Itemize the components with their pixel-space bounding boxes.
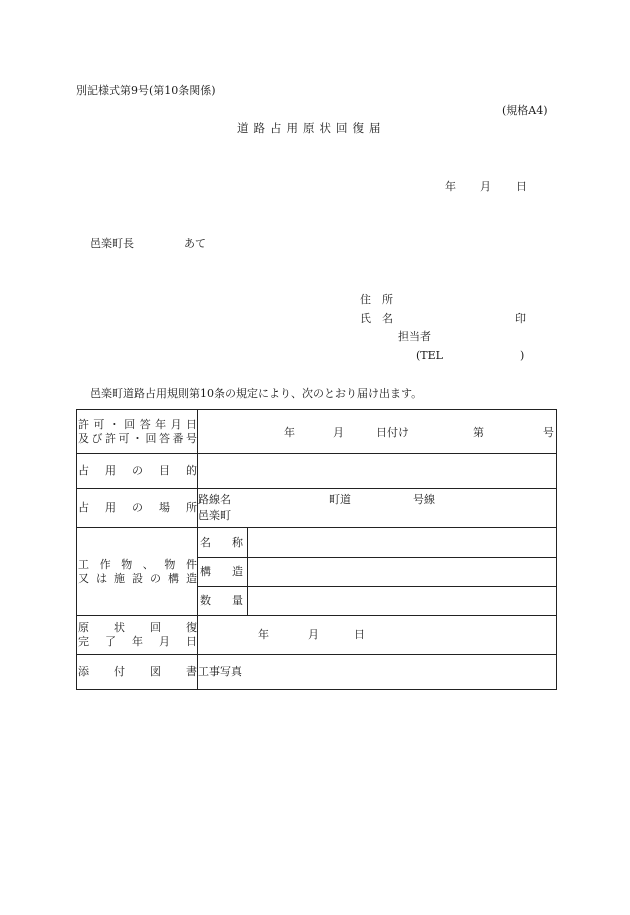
purpose-value-cell[interactable] (198, 454, 557, 489)
completion-label-line2: 完了年月日 (78, 635, 197, 648)
date-day-label: 日 (516, 180, 527, 193)
structure-name-label-cell (198, 528, 248, 558)
tel-close: ) (520, 349, 525, 362)
attachment-value: 工事写真 (198, 665, 242, 679)
statement-text: 邑楽町道路占用規則第10条の規定により、次のとおり届け出ます。 (90, 387, 423, 400)
attachment-value-cell[interactable] (198, 655, 557, 690)
completion-row (77, 616, 557, 655)
permit-month: 月 (333, 426, 344, 439)
addressee-name: 邑楽町長 (90, 237, 134, 250)
permit-label-line2: 及び許可・回答番号 (78, 431, 197, 445)
town-road-label: 町道 (329, 493, 351, 506)
structure-construction-value[interactable] (248, 558, 557, 587)
structure-label-line2: 又は施設の構造 (78, 571, 197, 585)
structure-name-row (77, 528, 557, 558)
permit-value-cell[interactable] (198, 410, 557, 454)
tel-open: (TEL (416, 349, 443, 362)
form-number: 別記様式第9号(第10条関係) (76, 84, 216, 97)
structure-label-cell (77, 528, 198, 616)
structure-quantity-label-cell (198, 587, 248, 616)
document-title: 道路占用原状回復届 (237, 121, 386, 135)
form-table (76, 409, 557, 690)
completion-year: 年 (258, 628, 269, 641)
location-label: 占用の場所 (78, 501, 197, 515)
structure-quantity-label: 数 量 (200, 594, 243, 608)
addressee-suffix: あて (184, 237, 206, 250)
purpose-label: 占用の目的 (78, 464, 197, 478)
size-note: (規格A4) (502, 104, 548, 117)
completion-month: 月 (308, 628, 319, 641)
date-month-label: 月 (480, 180, 491, 193)
name-label: 氏 名 (360, 312, 393, 325)
structure-label-line1: 工作物、物件 (78, 557, 197, 571)
completion-label-line1: 原状回復 (78, 621, 197, 635)
structure-name-label: 名 称 (200, 535, 243, 549)
permit-year: 年 (284, 426, 295, 439)
structure-construction-label-cell (198, 558, 248, 587)
contact-person-label: 担当者 (398, 330, 431, 343)
completion-value-cell[interactable] (198, 616, 557, 655)
location-row (77, 489, 557, 528)
permit-go: 号 (543, 426, 554, 439)
permit-label-cell (77, 410, 198, 454)
permit-dai: 第 (473, 426, 484, 439)
attachment-label-cell (77, 655, 198, 690)
attachment-row (77, 655, 557, 690)
purpose-label-cell (77, 454, 198, 489)
permit-date-suffix: 日付け (376, 426, 409, 439)
town-name: 邑楽町 (198, 509, 231, 522)
location-label-cell (77, 489, 198, 528)
completion-day: 日 (354, 628, 365, 641)
permit-label-line1: 許可・回答年月日 (78, 417, 197, 431)
structure-name-value[interactable] (248, 528, 557, 558)
address-label: 住 所 (360, 293, 393, 306)
location-value-cell[interactable] (198, 489, 557, 528)
route-number-label: 号線 (413, 493, 435, 506)
date-year-label: 年 (445, 180, 456, 193)
structure-construction-label: 構 造 (200, 565, 243, 579)
route-name-label: 路線名 (198, 493, 231, 506)
seal-mark: 印 (515, 312, 526, 325)
purpose-row (77, 454, 557, 489)
structure-quantity-value[interactable] (248, 587, 557, 616)
permit-row (77, 410, 557, 454)
attachment-label: 添付図書 (78, 665, 197, 679)
completion-label-cell (77, 616, 198, 655)
